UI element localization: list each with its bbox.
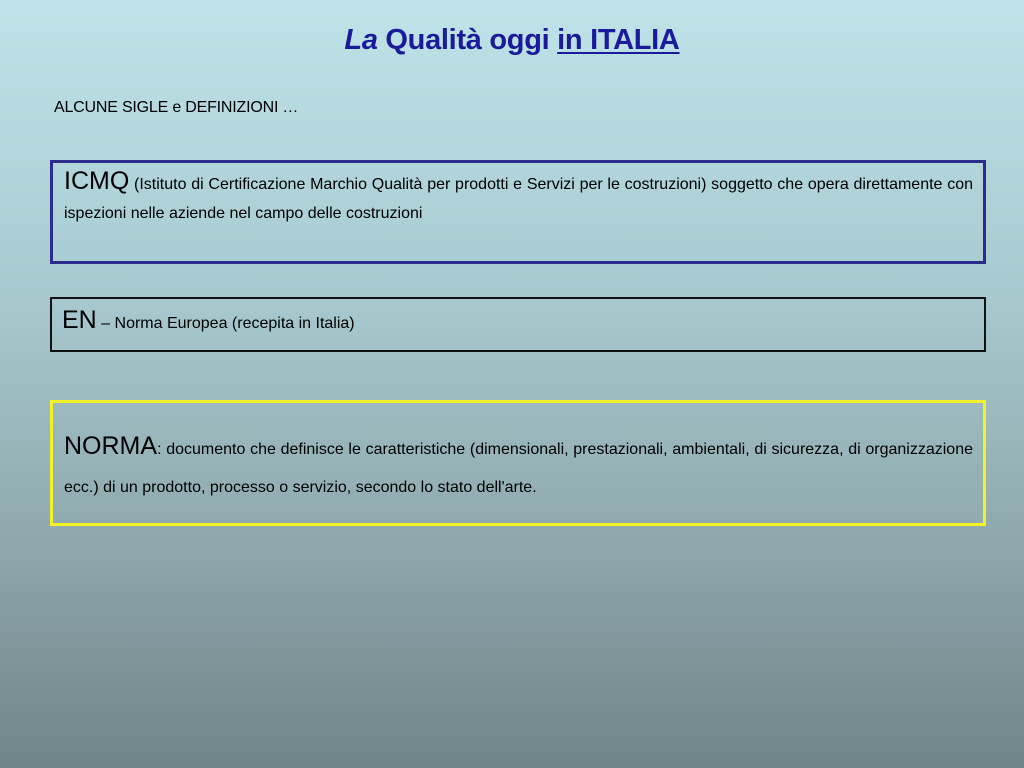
title-middle: Qualità oggi xyxy=(377,24,558,56)
definition-text: (Istituto di Certificazione Marchio Qualità per prodotti e Servizi per le costruzioni) soggetto che opera direttamente con ispezioni nelle aziende nel campo delle costruzioni xyxy=(64,176,973,222)
definition-text: – Norma Europea (recepita in Italia) xyxy=(96,315,355,332)
definition-term: ICMQ xyxy=(64,167,130,195)
definition-term: NORMA xyxy=(64,432,158,460)
title-prefix: La xyxy=(344,24,378,56)
definition-box-icmq xyxy=(50,160,986,264)
slide-title xyxy=(0,24,1024,57)
definition-text: : documento che definisce le caratteristiche (dimensionali, prestazionali, ambientali, di sicurezza, di organizzazione ecc.) di un prodotto, processo o servizio, secondo lo stato dell'arte. xyxy=(64,441,973,496)
definition-box-norma xyxy=(50,400,986,526)
definition-term: EN xyxy=(62,306,97,334)
definition-box-en xyxy=(50,297,986,352)
slide-subtitle: ALCUNE SIGLE e DEFINIZIONI … xyxy=(54,99,299,116)
title-suffix: in ITALIA xyxy=(557,24,680,56)
